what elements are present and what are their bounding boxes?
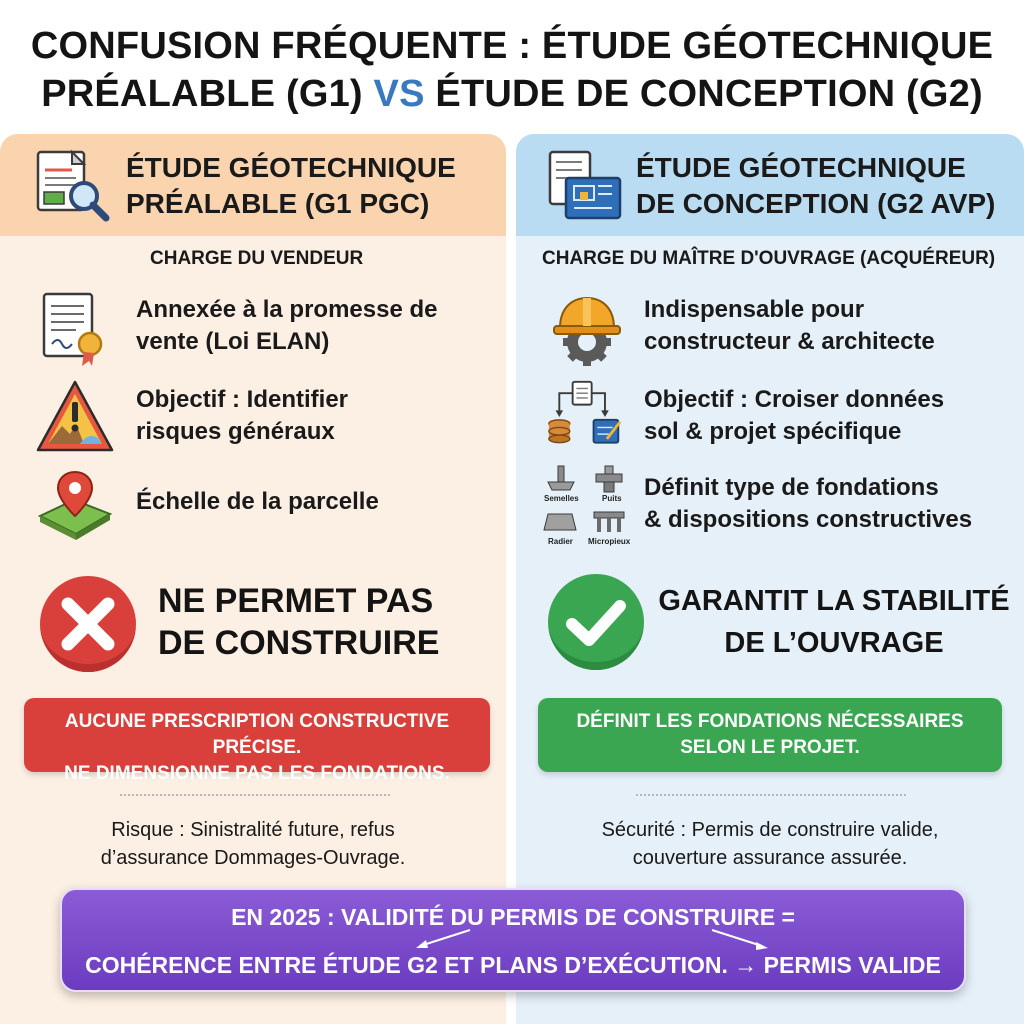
left-item-2-text [136,384,496,448]
left-note-line-2: d’assurance Dommages-Ouvrage. [100,847,406,869]
left-banner-line-2: NE DIMENSIONNE PAS LES FONDATIONS. [64,763,450,784]
right-note-line-2: couverture assurance assurée. [632,847,908,869]
left-item-2-line-2: risques généraux [136,418,335,445]
left-banner-line-1: AUCUNE PRESCRIPTION CONSTRUCTIVE PRÉCISE. [64,711,450,758]
foundation-label-semelles: Semelles [544,494,579,503]
data-merge-icon [546,378,624,456]
right-item-2-text [644,384,1004,448]
left-dotted-divider [120,794,390,796]
foundation-label-micropieux: Micropieux [588,537,631,546]
title-line-2 [0,70,1024,118]
cross-icon [38,574,138,674]
title-line-1: CONFUSION FRÉQUENTE : ÉTUDE GÉOTECHNIQUE [30,25,994,67]
right-item-2-line-1: Objectif : Croiser données [644,386,945,413]
right-item-1-text [644,294,1004,358]
foundation-label-radier: Radier [548,537,573,546]
right-item-2-line-2: sol & projet spécifique [644,418,902,445]
right-banner-line-2: SELON LE PROJET. [680,737,860,758]
right-panel-header [516,134,1024,236]
left-note-line-1: Risque : Sinistralité future, refus [111,819,395,841]
foundation-label-puits: Puits [602,494,622,503]
left-item-1-line-1: Annexée à la promesse de [136,296,438,323]
right-verdict [654,580,1014,664]
right-charge-label: CHARGE DU MAÎTRE D'OUVRAGE (ACQUÉREUR) [542,248,996,269]
checkmark-icon [546,572,646,672]
semelles-icon [544,466,579,503]
contract-document-icon [36,290,114,368]
left-verdict-line-1: NE PERMET PAS [158,582,434,620]
left-header-line-1: ÉTUDE GÉOTECHNIQUE [126,152,456,183]
title-vs: VS [373,73,425,115]
right-item-1-line-2: constructeur & architecte [644,328,935,355]
left-header-title [126,150,496,222]
left-verdict-line-2: DE CONSTRUIRE [158,624,440,662]
radier-icon [544,514,576,546]
page-title [0,22,1024,118]
warning-terrain-icon [36,378,114,456]
puits-icon [596,466,622,503]
left-panel-header [0,134,506,236]
document-blueprint-icon [544,148,624,224]
right-banner-line-1: DÉFINIT LES FONDATIONS NÉCESSAIRES [576,711,964,732]
micropieux-icon [588,512,631,546]
right-item-3-line-2: & dispositions constructives [644,506,973,533]
right-verdict-line-2: DE L’OUVRAGE [724,627,944,659]
left-header-line-2: PRÉALABLE (G1 PGC) [126,188,430,219]
right-item-3-line-1: Définit type de fondations [644,474,939,501]
document-magnifier-icon [32,148,112,224]
foundation-types-icon [542,464,634,548]
right-header-title [636,150,1006,222]
left-charge-label: CHARGE DU VENDEUR [150,248,364,269]
map-pin-parcel-icon [36,464,114,542]
left-item-3-text [136,486,496,518]
title-line-2-part-a: PRÉALABLE (G1) [41,73,374,115]
right-security-note [526,816,1014,872]
right-success-banner [538,698,1002,772]
right-item-1-line-1: Indispensable pour [644,296,865,323]
bottom-summary-box [60,888,966,992]
left-verdict [158,580,439,664]
right-note-line-1: Sécurité : Permis de construire valide, [601,819,939,841]
title-line-2-part-b: ÉTUDE DE CONCEPTION (G2) [424,73,983,115]
right-dotted-divider [636,794,906,796]
left-item-1-text [136,294,496,358]
bottom-line-1: EN 2025 : VALIDITÉ DU PERMIS DE CONSTRUIRE = [231,904,795,930]
left-item-3-line-1: Échelle de la parcelle [136,488,379,515]
left-warning-banner [24,698,490,784]
right-header-line-2: DE CONCEPTION (G2 AVP) [636,188,996,219]
left-risk-note [20,816,486,872]
hardhat-gear-icon [548,290,626,368]
left-item-2-line-1: Objectif : Identifier [136,386,349,413]
bottom-line-2: COHÉRENCE ENTRE ÉTUDE G2 ET PLANS D’EXÉCUTION. → PERMIS VALIDE [85,952,941,978]
right-verdict-line-1: GARANTIT LA STABILITÉ [658,585,1010,617]
right-header-line-1: ÉTUDE GÉOTECHNIQUE [636,152,966,183]
left-item-1-line-2: vente (Loi ELAN) [136,328,330,355]
right-item-3-text [644,472,1004,536]
